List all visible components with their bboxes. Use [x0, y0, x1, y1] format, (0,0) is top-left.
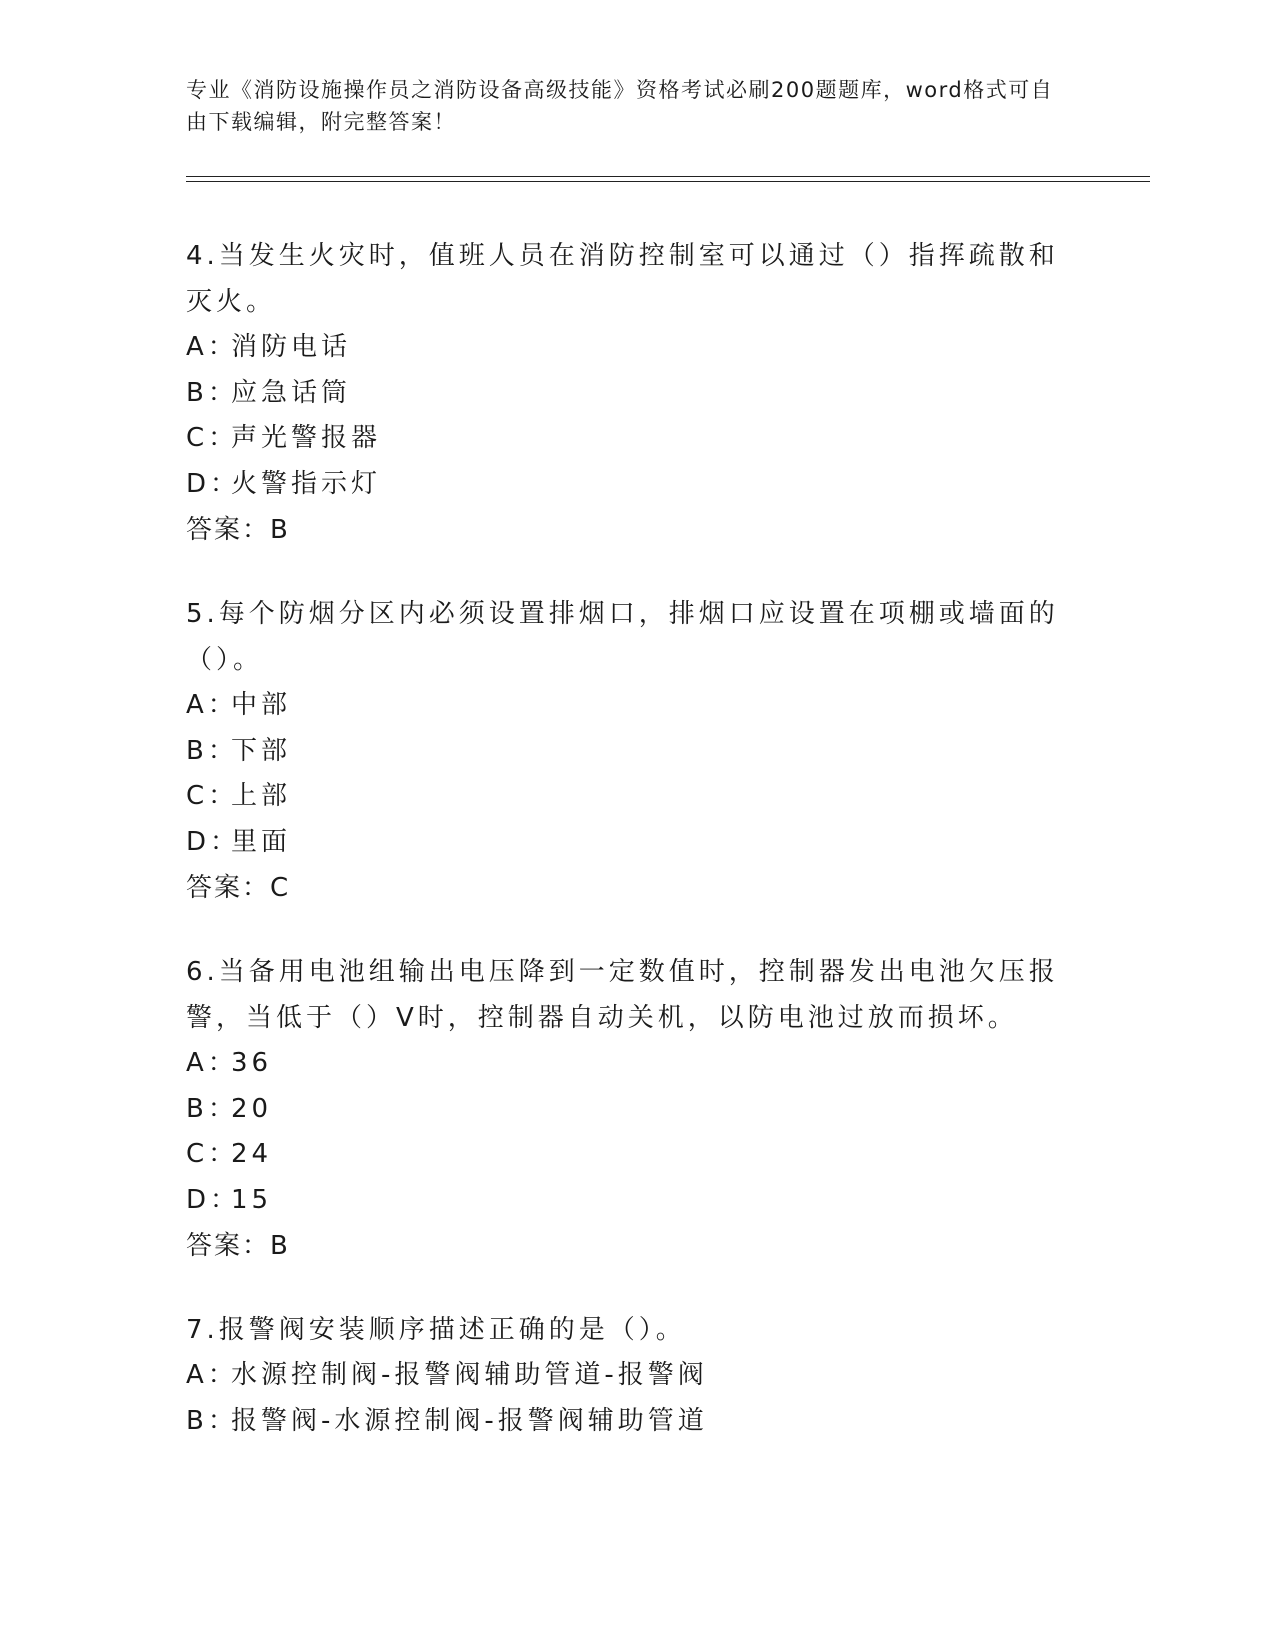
option-c [186, 774, 1066, 820]
option-letter: B： [186, 377, 238, 408]
option-letter: B： [186, 735, 238, 766]
option-a [186, 325, 1066, 371]
option-letter: D： [186, 826, 241, 857]
option-b [186, 371, 1066, 417]
option-d [186, 1178, 1066, 1224]
option-text: 报警阀-水源控制阀-报警阀辅助管道 [231, 1405, 708, 1436]
option-text: 中部 [231, 690, 292, 720]
option-letter: C： [186, 781, 239, 811]
option-letter: D： [186, 468, 241, 499]
document-header: 专业《消防设施操作员之消防设备高级技能》资格考试必刷200题题库，word格式可自由下载编辑，附完整答案！ [186, 78, 1054, 134]
question-stem: 4.当发生火灾时，值班人员在消防控制室可以通过（）指挥疏散和灭火。 [186, 241, 1059, 317]
option-a [186, 1353, 1066, 1399]
option-c [186, 416, 1066, 462]
option-text: 水源控制阀-报警阀辅助管道-报警阀 [231, 1360, 708, 1390]
option-a [186, 683, 1066, 729]
option-text: 应急话筒 [231, 377, 352, 408]
option-letter: B： [186, 1093, 238, 1124]
option-text: 24 [231, 1139, 273, 1169]
question-5 [186, 591, 1066, 911]
question-stem: 7.报警阀安装顺序描述正确的是（）。 [186, 1315, 686, 1345]
question-6 [186, 949, 1066, 1269]
question-stem: 6.当备用电池组输出电压降到一定数值时，控制器发出电池欠压报警，当低于（）V时，控制器自动关机，以防电池过放而损坏。 [186, 957, 1059, 1033]
option-letter: C： [186, 423, 239, 453]
header-divider-top [186, 176, 1150, 177]
option-text: 消防电话 [231, 332, 352, 362]
option-b [186, 1087, 1066, 1133]
option-b [186, 729, 1066, 775]
answer-line: 答案：B [186, 515, 290, 545]
option-letter: A： [186, 690, 238, 720]
option-letter: D： [186, 1184, 241, 1215]
option-letter: B： [186, 1405, 238, 1436]
option-text: 声光警报器 [231, 423, 382, 453]
option-letter: A： [186, 332, 238, 362]
option-text: 上部 [231, 781, 292, 811]
option-c [186, 1132, 1066, 1178]
option-letter: C： [186, 1139, 239, 1169]
answer-line: 答案：C [186, 873, 291, 903]
header-divider-bottom [186, 181, 1150, 182]
option-d [186, 820, 1066, 866]
option-text: 15 [231, 1184, 273, 1215]
option-d [186, 462, 1066, 508]
option-b [186, 1399, 1066, 1445]
option-a [186, 1041, 1066, 1087]
option-letter: A： [186, 1360, 238, 1390]
option-text: 火警指示灯 [231, 468, 382, 499]
option-text: 里面 [231, 826, 292, 857]
question-stem: 5.每个防烟分区内必须设置排烟口，排烟口应设置在项棚或墙面的（）。 [186, 599, 1059, 675]
option-text: 20 [231, 1093, 273, 1124]
answer-line: 答案：B [186, 1231, 290, 1261]
option-text: 36 [231, 1048, 273, 1078]
option-letter: A： [186, 1048, 238, 1078]
question-4 [186, 233, 1066, 553]
question-7 [186, 1307, 1066, 1444]
option-text: 下部 [231, 735, 292, 766]
question-list [186, 233, 1066, 1482]
